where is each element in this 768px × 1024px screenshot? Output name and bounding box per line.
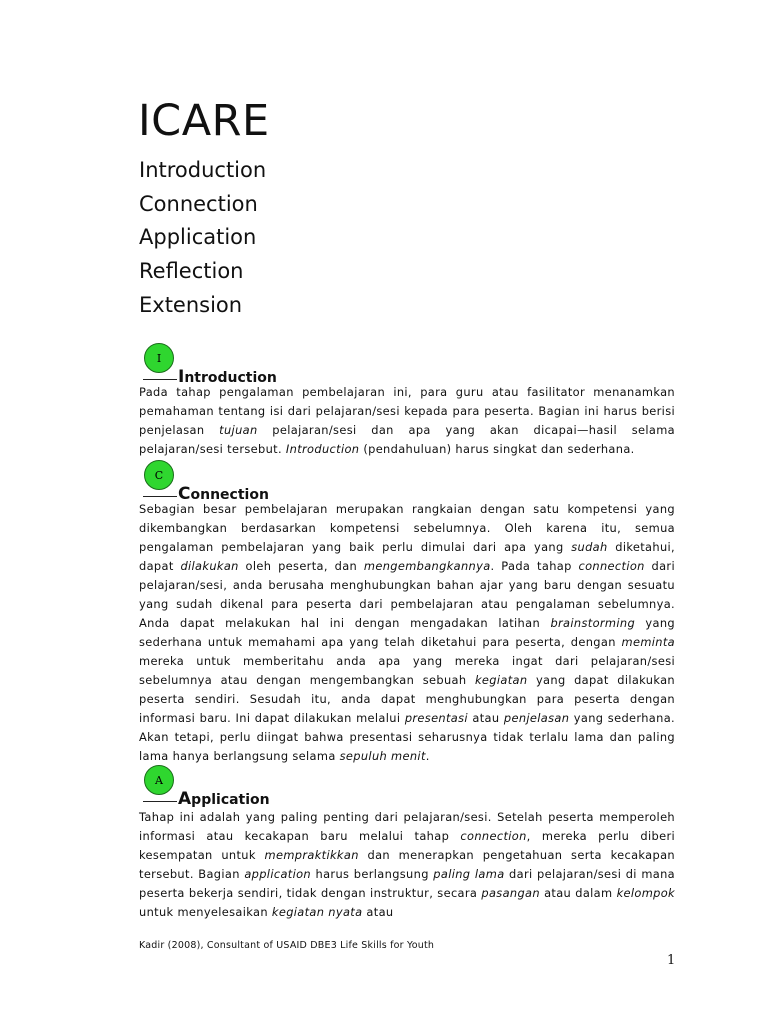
emphasis-term: penjelasan	[503, 711, 570, 725]
emphasis-term: connection	[460, 829, 527, 843]
section-heading	[139, 343, 675, 387]
acronym-item-introduction: Introduction	[139, 158, 267, 182]
section-connection	[139, 460, 675, 766]
section-title-rest: pplication	[191, 792, 270, 808]
emphasis-term: kelompok	[616, 886, 675, 900]
emphasis-term: dilakukan	[180, 559, 239, 573]
acronym-item-connection: Connection	[139, 191, 258, 216]
page-title: ICARE	[138, 96, 270, 146]
section-application	[139, 765, 675, 922]
emphasis-term: brainstorming	[550, 616, 636, 630]
emphasis-term: sudah	[571, 540, 608, 554]
section-paragraph: Pada tahap pengalaman pembelajaran ini, para guru atau fasilitator menanamkan pemahaman tentang isi dari pelajaran/sesi kepada para peserta. Bagian ini harus berisi penjelasan tujuan pelajaran/sesi dan apa yang akan dicapai—hasil selama pelajaran/sesi tersebut. Introduction (pendahuluan) harus singkat dan sederhana.	[139, 385, 675, 456]
acronym-item-extension: Extension	[139, 292, 243, 317]
section-title-initial: I	[178, 367, 185, 387]
heading-rule	[143, 801, 177, 802]
section-paragraph: Tahap ini adalah yang paling penting dari pelajaran/sesi. Setelah peserta memperoleh informasi atau kecakapan baru melalui tahap connection, mereka perlu diberi kesempatan untuk mempraktikkan dan menerapkan pengetahuan serta kecakapan tersebut. Bagian application harus berlangsung paling lama dari pelajaran/sesi di mana peserta bekerja sendiri, tidak dengan instruktur, secara pasangan atau dalam kelompok untuk menyelesaikan kegiatan nyata atau	[139, 810, 676, 919]
section-title-initial: C	[178, 484, 191, 504]
acronym-item-reflection: Reflection	[139, 259, 244, 284]
section-title-initial: A	[178, 789, 192, 809]
section-badge-icon: C	[144, 460, 174, 490]
page-number: 1	[667, 953, 676, 968]
section-badge-icon: I	[144, 343, 174, 373]
emphasis-term: tujuan	[219, 423, 258, 437]
emphasis-term: presentasi	[404, 711, 468, 725]
section-badge-icon: A	[144, 765, 174, 795]
emphasis-term: mengembangkannya	[363, 559, 491, 573]
emphasis-term: kegiatan	[474, 673, 528, 687]
section-title-rest: onnection	[190, 487, 269, 503]
heading-rule	[143, 379, 177, 380]
section-title	[178, 789, 270, 809]
emphasis-term: meminta	[621, 635, 675, 649]
acronym-item-application: Application	[139, 225, 257, 250]
section-title-rest: ntroduction	[184, 370, 277, 386]
section-heading	[139, 460, 675, 504]
page-footer: Kadir (2008), Consultant of USAID DBE3 Life Skills for Youth	[139, 940, 435, 951]
emphasis-term: paling lama	[433, 867, 505, 881]
section-title	[178, 367, 277, 387]
section-title	[178, 484, 269, 504]
section-paragraph: Sebagian besar pembelajaran merupakan rangkaian dengan satu kompetensi yang dikembangkan berdasarkan kompetensi sebelumnya. Oleh karena itu, semua pengalaman pembelajaran yang baik perlu dimulai dari apa yang sudah diketahui, dapat dilakukan oleh peserta, dan mengembangkannya. Pada tahap connection dari pelajaran/sesi, anda berusaha menghubungkan bahan ajar yang baru dengan sesuatu yang sudah dikenal para peserta dari pembelajaran atau pengalaman sebelumnya. Anda dapat melakukan hal ini dengan mengadakan latihan brainstorming yang sederhana untuk memahami apa yang telah diketahui para peserta, dengan meminta mereka untuk memberitahu anda apa yang mereka ingat dari pelajaran/sesi sebelumnya atau dengan mengembangkan sebuah kegiatan yang dapat dilakukan peserta sendiri. Sesudah itu, anda dapat menghubungkan para peserta dengan informasi baru. Ini dapat dilakukan melalui presentasi atau penjelasan yang sederhana. Akan tetapi, perlu diingat bahwa presentasi seharusnya tidak terlalu lama dan paling lama hanya berlangsung selama sepuluh menit.	[139, 502, 676, 763]
emphasis-term: sepuluh menit	[339, 749, 426, 763]
section-heading	[139, 765, 675, 808]
emphasis-term: mempraktikkan	[264, 848, 359, 862]
emphasis-term: Introduction	[285, 442, 360, 456]
acronym-list	[139, 154, 266, 323]
section-introduction	[139, 343, 675, 459]
emphasis-term: kegiatan nyata	[271, 905, 363, 919]
emphasis-term: connection	[578, 559, 645, 573]
emphasis-term: pasangan	[481, 886, 540, 900]
heading-rule	[143, 496, 177, 497]
emphasis-term: application	[244, 867, 311, 881]
